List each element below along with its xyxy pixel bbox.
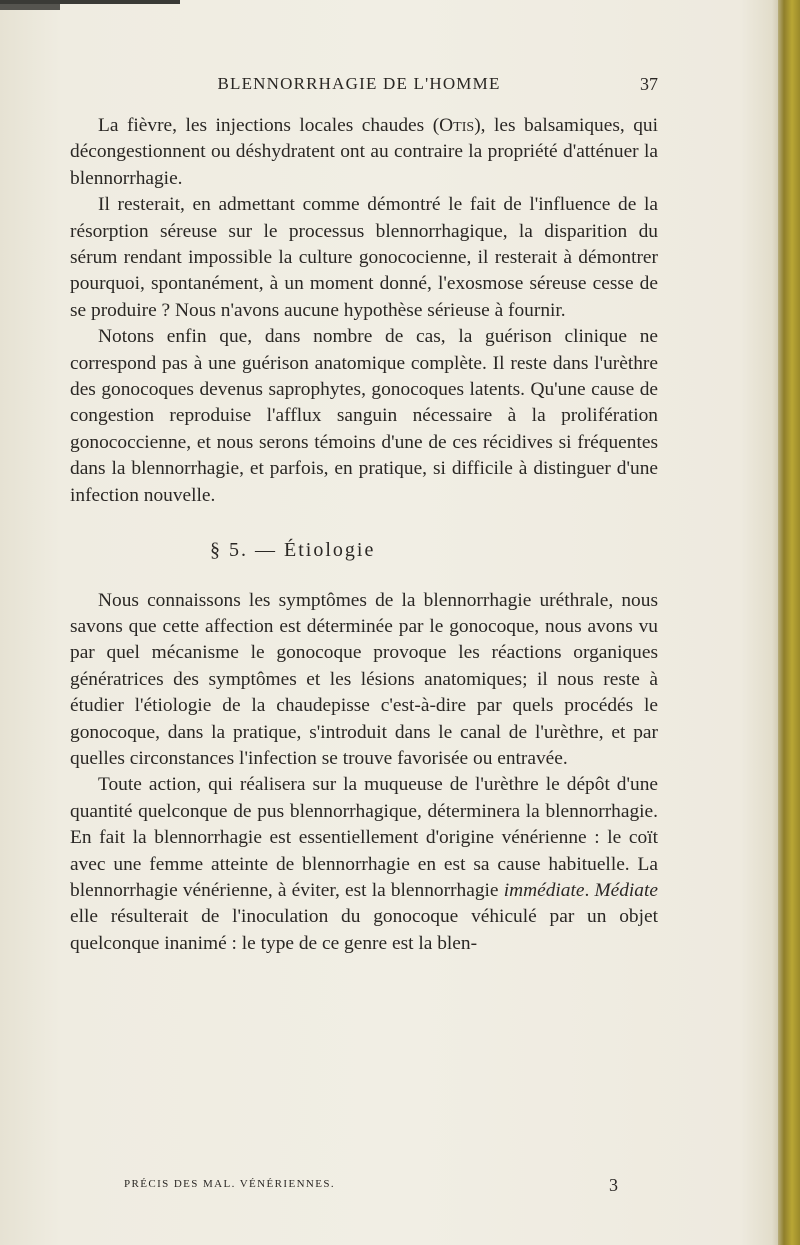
body-text <box>70 113 658 957</box>
page-number: 37 <box>640 74 658 94</box>
paragraph-5 <box>70 772 658 957</box>
paragraph-5-part-a: Toute action, qui réalisera sur la muqueuse de l'urèthre le dépôt d'une quantité quelconque de pus blennorrhagique, déterminera la blennorrhagie. En fait la blennorrhagie est essentiellement d'origine vénérienne : le coït avec une femme atteinte de blennorrhagie en est sa cause habituelle. La blennorrhagie vénérienne, à éviter, est la blennorrhagie <box>70 774 658 901</box>
page-header <box>60 74 658 100</box>
paragraph-1-part-b: ), les balsamiques, qui décongestionnent ou déshydratent ont au contraire la propriété d'atténuer la blennorrhagie. <box>70 115 658 189</box>
author-name-otis: Otis <box>439 115 475 136</box>
term-immediate: immédiate <box>503 879 585 901</box>
paragraph-5-part-c: elle résulterait de l'inoculation du gonocoque véhiculé par un objet quelconque inanimé : le type de ce genre est la blen- <box>70 906 658 954</box>
paragraph-3: Notons enfin que, dans nombre de cas, la guérison clinique ne correspond pas à une guérison anatomique complète. Il reste dans l'urèthre des gonocoques devenus saprophytes, gonocoques latents. Qu'une cause de congestion reproduise l'afflux sanguin nécessaire à la prolifération gonococcienne, et nous serons témoins d'une de ces récidives si fréquentes dans la blennorrhagie, et parfois, en pratique, si difficile à distinguer d'une infection nouvelle. <box>70 326 658 506</box>
paragraph-1-part-a: La fièvre, les injections locales chaudes ( <box>98 115 440 136</box>
paragraph-5-part-b: . <box>584 879 595 901</box>
running-title: BLENNORRHAGIE DE L'HOMME <box>217 74 501 93</box>
paragraph-1 <box>70 113 658 192</box>
page-footer <box>70 1175 658 1197</box>
book-binding-edge <box>778 0 800 1245</box>
signature-number: 3 <box>609 1175 618 1195</box>
term-mediate: Médiate <box>594 879 658 901</box>
scan-edge-mark-2 <box>0 4 60 10</box>
paragraph-4: Nous connaissons les symptômes de la blennorrhagie uréthrale, nous savons que cette affection est déterminée par le gonocoque, nous avons vu par quel mécanisme le gonocoque provoque les réactions organiques génératrices des symptômes et les lésions anatomiques; il nous reste à étudier l'étiologie de la chaudepisse c'est-à-dire par quels procédés le gonocoque, dans la pratique, s'introduit dans le canal de l'urèthre, et par quelles circonstances l'infection se trouve favorisée ou entravée. <box>70 589 658 769</box>
paragraph-2: Il resterait, en admettant comme démontré le fait de l'influence de la résorption séreuse sur le processus blennorrhagique, la disparition du sérum rendant impossible la culture gonococienne, il resterait à démontrer pourquoi, spontanément, à un moment donné, l'exosmose séreuse cesse de se produire ? Nous n'avons aucune hypothèse sérieuse à fournir. <box>70 194 658 321</box>
signature-mark: PRÉCIS DES MAL. VÉNÉRIENNES. <box>124 1178 336 1190</box>
section-heading: § 5. — Étiologie <box>210 539 376 562</box>
